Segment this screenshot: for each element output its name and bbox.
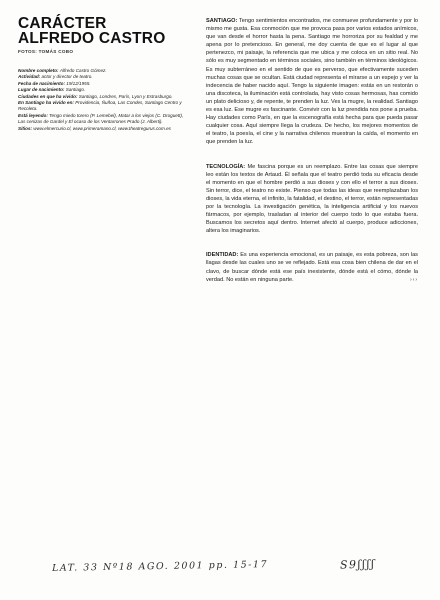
fact-label: Fecha de nacimiento:: [18, 80, 65, 86]
fact-websites: [18, 126, 188, 132]
continue-arrows-icon: ›››: [410, 276, 418, 283]
fact-value: 19/12/1955.: [66, 80, 91, 86]
section-text: Tengo sentimientos encontrados, me conmueve profundamente y por lo mismo me gusta. Esa conmoción que me provoca pasa por varios estados anímicos, que van desde el horror hasta la pena. Santiago me horroriza por su fealdad y me apena por lo pretencioso. En general, me doy cuenta de que es el lugar al que pertenezco, mi paisaje, la referencia que me ubica y me coloca en un sitio real. No sólo es muy segmentado en términos sociales, sino también en términos ideológicos. Es muy subterráneo en el sentido de que es perverso, que efectivamente suceden muchas cosas que se ocultan. Está ciudad representa el mirarse a un espejo y ver la indecencia de haber nacido aquí. Tengo la siguiente imagen: estás en un restorán o una discoteca, la iluminación está controlada, hay visto cosas hermosas, has comido un plato delicioso y, de repente, te prenden la luz. Ves la mugre, la realidad. Santiago es esa luz. Ese mugre es fascinante. Convivir con la luz prendida nos pone a prueba. Hay ciudades como París, en que la escenografía está hecha para que pueda pasar cualquier cosa. Aquí siempre llega la crudeza. De hecho, los mejores momentos de el teatro, la poesía, el cine y la narrativa chilenos muestran la caída, el momento en que prenden la luz.: [206, 18, 418, 146]
fact-value: Providencia, Ñuñoa, Las Condes, Santiago Centro y Recoleta.: [18, 100, 182, 112]
section-identidad: [206, 251, 418, 283]
fact-santiago-neighborhoods: [18, 100, 188, 113]
fact-label: Lugar de nacimiento:: [18, 87, 65, 93]
interview-body: [206, 17, 418, 284]
handwritten-citation: LAT. 33 Nº18 AGO. 2001 pp. 15-17: [51, 559, 269, 574]
section-santiago: [206, 17, 418, 147]
fact-value: www.elmercurio.cl, www.primeramano.cl, www.theatregurus.com.es: [33, 125, 171, 131]
section-text: Me fascina porque es un reemplazo. Entre las cosas que siempre leo están los textos de Artaud. Él señala que el teatro perdió toda su eficacia desde el momento en que el hombre perdió a sus dioses y con ello el terror a sus dioses. Sin terror, dice, el teatro no existe. Pienso que todas las ideas que reemplazaban los dioses, la vida eterna, el infinito, la fatalidad, el destino, el terror, están representadas por la tecnología. La investigación genética, la inteligencia artificial y los nuevos fármacos, por ejemplo, trasladan al interior del cuerpo todo lo que estaba fuera. Buscamos los secretos aquí dentro. Internet afectó al cuerpo, produce adicciones, altera los imaginarios.: [206, 163, 418, 235]
fact-reading: [18, 113, 188, 126]
handwritten-code: S9ʃʃʃʃ: [339, 557, 376, 572]
title-line-1: CARÁCTER: [18, 15, 107, 32]
fact-label: Está leyendo:: [18, 112, 48, 118]
fact-value: Alfredo Castro Gómez.: [59, 68, 107, 73]
fact-value: Santiago.: [65, 87, 86, 93]
fact-label: Actividad:: [18, 74, 41, 80]
fact-label: Sitios:: [18, 125, 33, 131]
section-tecnologia: [206, 163, 418, 236]
fact-value: actor y director de teatro.: [41, 74, 93, 80]
fact-label: En Santiago ha vivido en:: [18, 100, 74, 106]
fact-label: Nombre completo:: [18, 68, 59, 73]
photo-credit: FOTOS: TOMÁS COBO: [18, 49, 74, 54]
section-label: TECNOLOGÍA:: [206, 163, 246, 170]
fact-label: Ciudades en que ha vivido:: [18, 93, 78, 99]
title-line-2: ALFREDO CASTRO: [18, 30, 166, 47]
profile-sidebar: [18, 16, 188, 132]
fact-value: Tengo miedo torero (P. Lemebel), Matar a los viejos (C. Droguett), Las cenizas de Gardel y El ocaso de los Ventarrones Prado (J. Alberti).: [18, 112, 184, 125]
profile-facts: [18, 68, 188, 132]
page-title: [18, 16, 188, 46]
fact-value: Santiago, Londres, París, Lyon y Estrasburgo.: [78, 93, 173, 99]
section-label: IDENTIDAD:: [206, 252, 239, 259]
section-label: SANTIAGO:: [206, 18, 238, 24]
section-text: Es una experiencia emocional, es un paisaje, es esta pobreza, son las llagas desde las cuales uno se ve reflejado. Está esa cosa bien chilena de dar en el clavo, de buscar dónde está ese país inexistente, dónde está el cómo, dónde la verdad. No están en ninguna parte.: [206, 252, 418, 283]
